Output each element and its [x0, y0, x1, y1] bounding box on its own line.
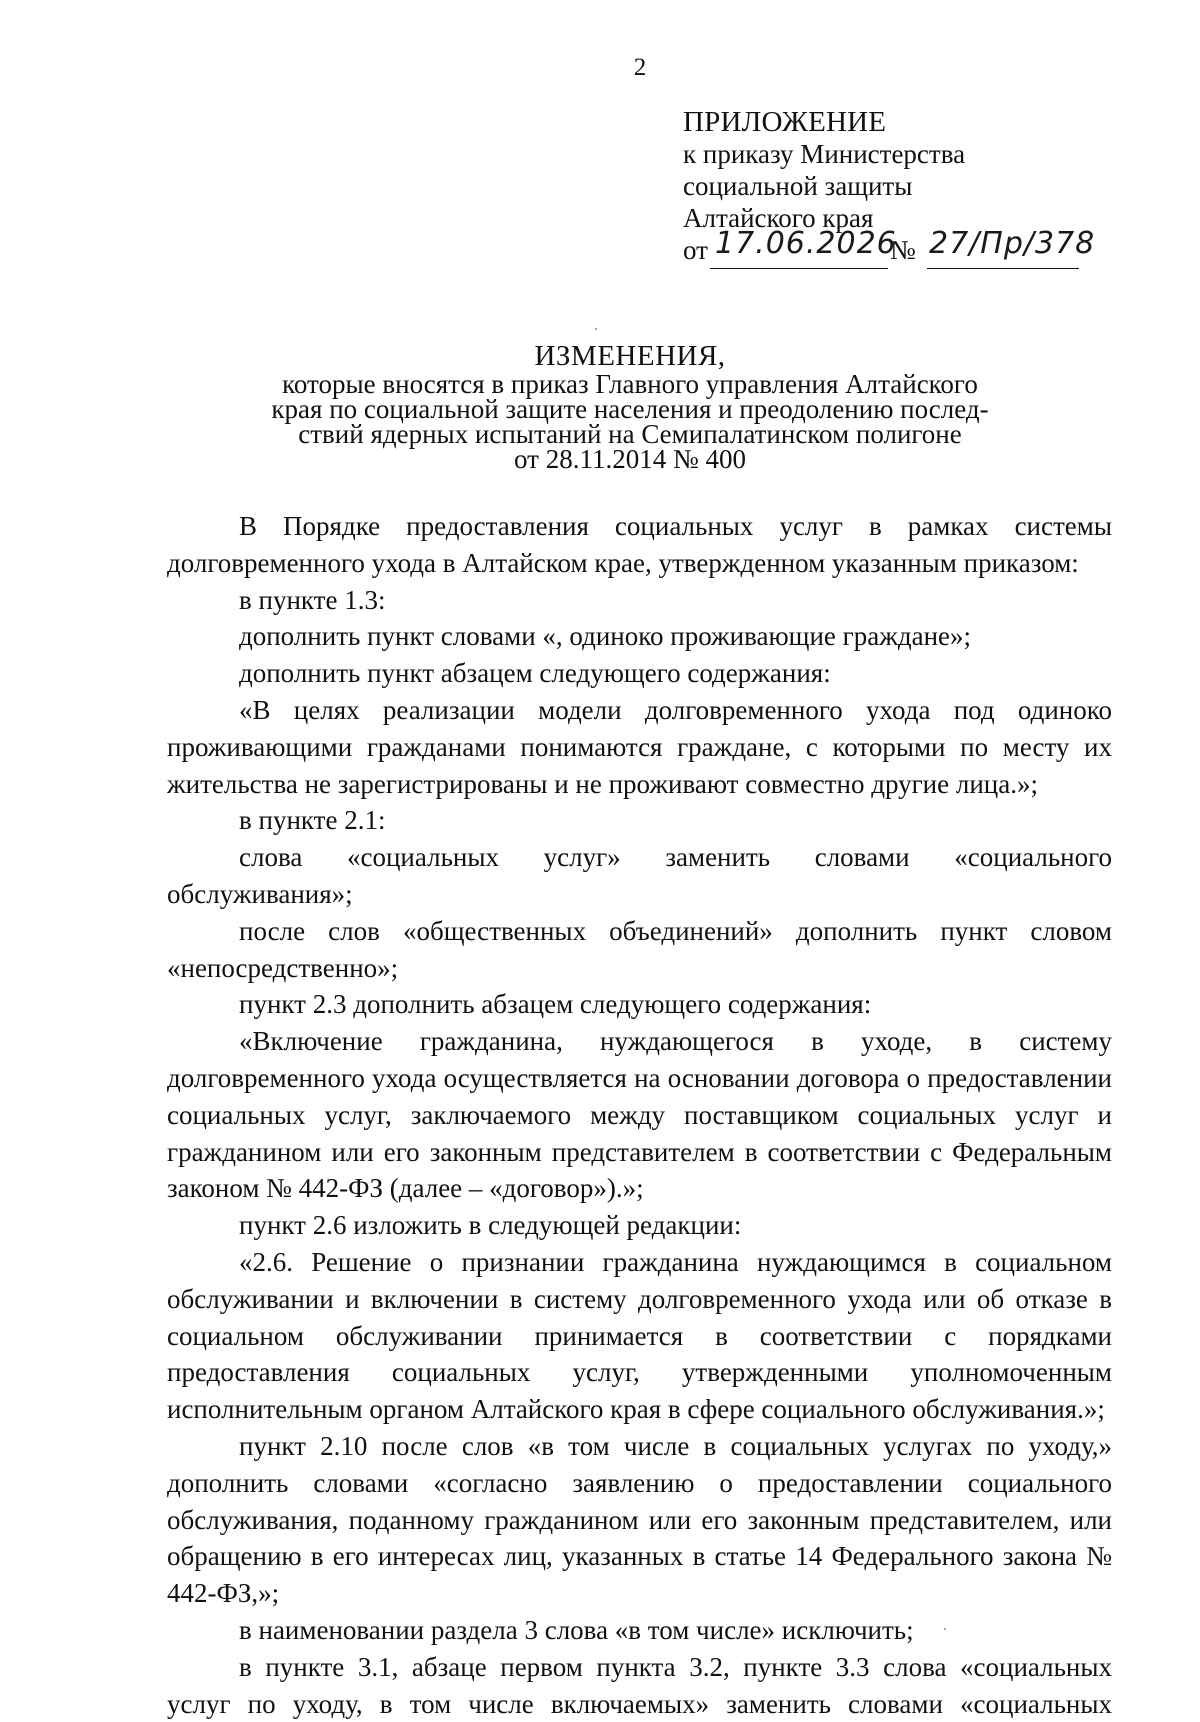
- document-body: [167, 508, 1112, 1722]
- handwritten-number: 27/Пр/378: [929, 226, 1096, 261]
- paragraph: пункт 2.6 изложить в следующей редакции:: [239, 1210, 742, 1241]
- heading-line: ствий ядерных испытаний на Семипалатинском полигоне: [298, 419, 962, 449]
- paragraph: В Порядке предоставления социальных услуг в рамках системы долговременного ухода в Алтайском крае, утвержденном указанным приказом:: [167, 511, 1112, 578]
- appendix-title: ПРИЛОЖЕНИЕ: [683, 106, 887, 138]
- from-label: от: [683, 235, 708, 265]
- paragraph: дополнить пункт словами «, одиноко проживающие граждане»;: [239, 621, 972, 652]
- appendix-line: Алтайского края: [683, 203, 874, 233]
- paragraph: в наименовании раздела 3 слова «в том числе» исключить;: [239, 1614, 914, 1645]
- speck: [944, 1628, 946, 1630]
- number-label: №: [890, 235, 916, 265]
- heading-line: края по социальной защите населения и преодолению послед-: [271, 394, 989, 424]
- heading-line: которые вносятся в приказ Главного управления Алтайского: [282, 369, 978, 399]
- paragraph: дополнить пункт абзацем следующего содержания:: [239, 658, 831, 689]
- paragraph: слова «социальных услуг» заменить словами «социального обслуживания»;: [167, 842, 1112, 909]
- appendix-block: [683, 106, 1183, 274]
- speck: [595, 328, 597, 330]
- paragraph: «Включение гражданина, нуждающегося в уходе, в систему долговременного ухода осуществляется на основании договора о предоставлении социальных услуг, заключаемого между поставщиком социальных услуг и гражданином или его законным представителем в соответствии с Федеральным законом № 442-ФЗ (далее – «договор»).»;: [167, 1026, 1112, 1204]
- page-number: 2: [633, 54, 647, 81]
- paragraph: в пункте 2.1:: [239, 805, 386, 836]
- handwritten-date: 17.06.2026: [715, 226, 897, 261]
- paragraph: в пункте 3.1, абзаце первом пункта 3.2, пункте 3.3 слова «социальных услуг по уходу, в том числе включаемых» заменить словами «социальных: [167, 1651, 1112, 1719]
- paragraph: «2.6. Решение о признании гражданина нуждающимся в социальном обслуживании и включении в систему долговременного ухода или об отказе в социальном обслуживании принимается в соответствии с порядками предоставления социальных услуг, утвержденными уполномоченным исполнительным органом Алтайского края в сфере социального обслуживания.»;: [167, 1246, 1112, 1425]
- paragraph: в пункте 1.3:: [239, 584, 386, 615]
- heading-line: от 28.11.2014 № 400: [514, 444, 746, 474]
- date-underline: [710, 268, 888, 269]
- paragraph: пункт 2.10 после слов «в том числе в социальных услугах по уходу,» дополнить словами «согласно заявлению о предоставлении социального обслуживания, поданному гражданином или его законным представителем, или обращению в его интересах лиц, указанных в статье 14 Федерального закона № 442-ФЗ,»;: [167, 1430, 1112, 1609]
- document-heading: [180, 340, 1080, 472]
- paragraph: пункт 2.3 дополнить абзацем следующего содержания:: [239, 989, 872, 1020]
- order-date-number-row: [683, 226, 1183, 274]
- number-underline: [927, 268, 1079, 269]
- paragraph: «В целях реализации модели долговременного ухода под одиноко проживающими гражданами понимаются граждане, с которыми по месту их жительства не зарегистрированы и не проживают совместно другие лица.»;: [167, 694, 1112, 799]
- heading-title: ИЗМЕНЕНИЯ,: [534, 340, 726, 372]
- appendix-line: к приказу Министерства: [683, 139, 966, 169]
- appendix-line: социальной защиты: [683, 171, 913, 201]
- paragraph: после слов «общественных объединений» дополнить пункт словом «непосредственно»;: [167, 915, 1112, 983]
